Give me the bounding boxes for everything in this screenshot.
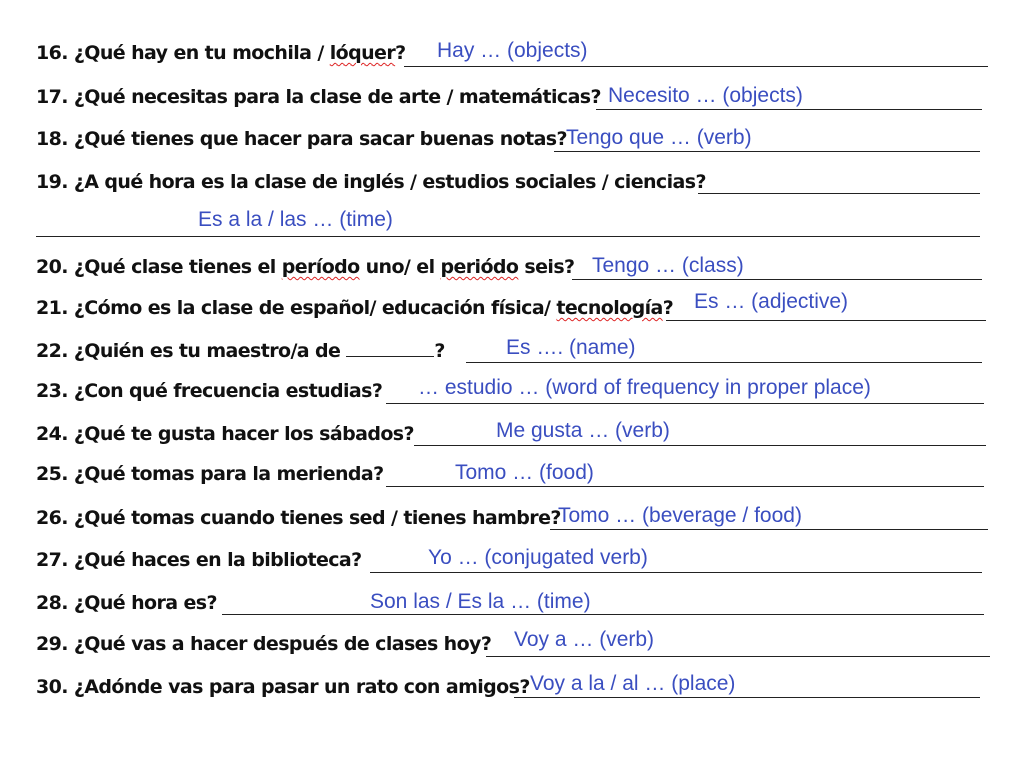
answer-line-29[interactable] xyxy=(486,656,990,657)
question-18 xyxy=(36,128,567,150)
answer-26: Tomo … (beverage / food) xyxy=(558,504,802,527)
misspelled-word: período xyxy=(281,256,360,278)
question-number: 25. xyxy=(36,463,68,485)
question-number: 19. xyxy=(36,171,68,193)
question-19 xyxy=(36,171,706,193)
question-number: 28. xyxy=(36,592,68,614)
question-number: 30. xyxy=(36,676,68,698)
answer-line-23[interactable] xyxy=(386,403,984,404)
answer-20: Tengo … (class) xyxy=(592,254,744,277)
question-22 xyxy=(36,340,445,362)
question-text: ¿A qué hora es la clase de inglés / estudios sociales / ciencias? xyxy=(73,171,706,193)
question-number: 23. xyxy=(36,380,68,402)
answer-25: Tomo … (food) xyxy=(455,461,594,484)
question-number: 24. xyxy=(36,423,68,445)
answer-line-22[interactable] xyxy=(466,362,982,363)
misspelled-word: lóquer xyxy=(329,42,396,64)
question-23 xyxy=(36,380,382,402)
question-28 xyxy=(36,592,217,614)
answer-16: Hay … (objects) xyxy=(437,39,588,62)
question-number: 26. xyxy=(36,507,68,529)
answer-line-24[interactable] xyxy=(414,445,986,446)
answer-22: Es …. (name) xyxy=(506,336,636,359)
answer-line-26[interactable] xyxy=(550,529,988,530)
question-text-end: seis? xyxy=(518,256,575,278)
question-17 xyxy=(36,86,601,108)
question-text: ¿Qué hora es? xyxy=(73,592,217,614)
misspelled-word: periódo xyxy=(440,256,519,278)
answer-24: Me gusta … (verb) xyxy=(496,419,670,442)
question-text: ¿Qué clase tienes el xyxy=(73,256,282,278)
answer-line-20[interactable] xyxy=(572,279,982,280)
question-27 xyxy=(36,549,362,571)
question-number: 18. xyxy=(36,128,68,150)
answer-28: Son las / Es la … (time) xyxy=(370,590,591,613)
question-26 xyxy=(36,507,561,529)
question-text-mid: uno/ el xyxy=(359,256,441,278)
question-text-end: ? xyxy=(662,297,674,319)
question-number: 17. xyxy=(36,86,68,108)
question-text: ¿Qué tomas cuando tienes sed / tienes hambre? xyxy=(73,507,561,529)
question-text: ¿Qué vas a hacer después de clases hoy? xyxy=(73,633,492,655)
question-text: ¿Qué haces en la biblioteca? xyxy=(73,549,362,571)
question-number: 20. xyxy=(36,256,68,278)
answer-27: Yo … (conjugated verb) xyxy=(428,546,648,569)
question-29 xyxy=(36,633,491,655)
question-text: ¿Qué tomas para la merienda? xyxy=(73,463,384,485)
question-text-end: ? xyxy=(395,42,406,64)
question-24 xyxy=(36,423,414,445)
answer-29: Voy a … (verb) xyxy=(514,628,655,651)
question-text: ¿Qué necesitas para la clase de arte / matemáticas? xyxy=(73,86,601,108)
question-text: ¿Qué te gusta hacer los sábados? xyxy=(73,423,414,445)
answer-19: Es a la / las … (time) xyxy=(198,208,393,231)
answer-21: Es … (adjective) xyxy=(694,290,849,313)
answer-line-27[interactable] xyxy=(370,572,982,573)
answer-line-30[interactable] xyxy=(514,697,980,698)
answer-line-19b[interactable] xyxy=(36,236,980,237)
question-text: ¿Quién es tu maestro/a de xyxy=(73,340,341,362)
question-number: 16. xyxy=(36,42,68,64)
question-number: 29. xyxy=(36,633,68,655)
question-number: 27. xyxy=(36,549,68,571)
question-21 xyxy=(36,297,673,319)
answer-line-21[interactable] xyxy=(666,320,986,321)
answer-line-25[interactable] xyxy=(386,486,984,487)
question-text-end: ? xyxy=(434,340,445,362)
answer-line-28[interactable] xyxy=(222,614,984,615)
question-text: ¿Con qué frecuencia estudias? xyxy=(73,380,383,402)
answer-23: … estudio … (word of frequency in proper place) xyxy=(418,376,871,399)
question-text: ¿Adónde vas para pasar un rato con amigos? xyxy=(73,676,530,698)
answer-30: Voy a la / al … (place) xyxy=(530,672,736,695)
question-number: 22. xyxy=(36,340,68,362)
answer-line-17[interactable] xyxy=(596,109,982,110)
answer-17: Necesito … (objects) xyxy=(608,84,803,107)
answer-line-16[interactable] xyxy=(404,66,988,67)
question-16 xyxy=(36,42,406,64)
subject-blank[interactable] xyxy=(346,356,434,357)
question-text: ¿Cómo es la clase de español/ educación física/ xyxy=(73,297,557,319)
question-text: ¿Qué tienes que hacer para sacar buenas notas? xyxy=(73,128,567,150)
question-number: 21. xyxy=(36,297,68,319)
answer-18: Tengo que … (verb) xyxy=(566,126,752,149)
misspelled-word: tecnología xyxy=(556,297,663,319)
answer-line-19a[interactable] xyxy=(698,193,980,194)
question-25 xyxy=(36,463,384,485)
question-text: ¿Qué hay en tu mochila / xyxy=(73,42,330,64)
question-20 xyxy=(36,256,574,278)
answer-line-18[interactable] xyxy=(554,151,980,152)
question-30 xyxy=(36,676,530,698)
